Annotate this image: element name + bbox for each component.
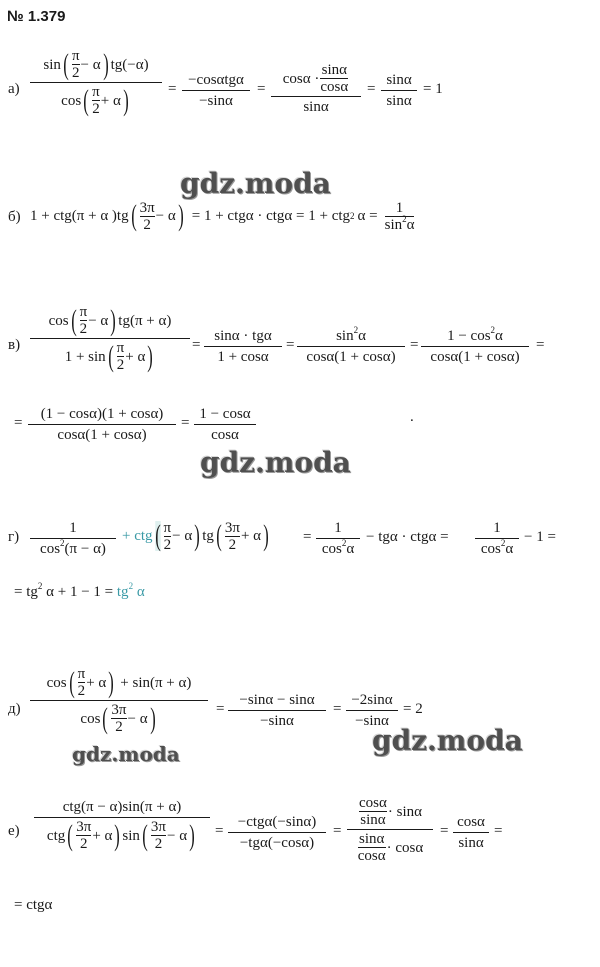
d-n1-b: + sin(π + α) bbox=[120, 674, 192, 691]
fraction-g2 bbox=[316, 519, 360, 558]
v-dot: . bbox=[410, 409, 414, 425]
g-f1-sup: 2 bbox=[60, 538, 65, 548]
fraction-v2 bbox=[204, 327, 282, 366]
v-eq2: = bbox=[286, 337, 295, 353]
v-f5-num: (1 − cosα)(1 + cosα) bbox=[40, 406, 164, 422]
d-f3-num: −2sinα bbox=[351, 692, 393, 708]
g-pn: π bbox=[163, 519, 172, 536]
v-n1-den: 2 bbox=[79, 321, 88, 337]
g-f3-den: cos bbox=[480, 541, 501, 557]
watermark-1: gdz.moda bbox=[180, 167, 331, 200]
v-f6-den: cosα bbox=[211, 427, 239, 443]
g-f1-den-b: (π − α) bbox=[64, 541, 106, 557]
e-d1-num: 3π bbox=[76, 819, 92, 835]
g-l2-c: tg bbox=[116, 584, 129, 600]
a-d1-den: 2 bbox=[92, 101, 100, 117]
g-tg: tg bbox=[202, 528, 214, 544]
g-f1-num: 1 bbox=[69, 520, 77, 536]
v-d1-den: 2 bbox=[116, 357, 125, 373]
a-f4-den: sinα bbox=[386, 93, 412, 109]
a-d1-func: cos bbox=[61, 92, 82, 109]
g-f1-den: cos bbox=[40, 541, 61, 557]
a-d1-tail: + α bbox=[100, 92, 121, 109]
g-line2 bbox=[14, 583, 145, 601]
v-f4-num: 1 − cos bbox=[447, 328, 491, 344]
fraction-a2 bbox=[182, 71, 250, 110]
v-f3-num: sin bbox=[336, 328, 354, 344]
v-eq3: = bbox=[410, 337, 419, 353]
g-pd: 2 bbox=[163, 536, 172, 553]
d-n1-tail: + α bbox=[86, 674, 107, 691]
b-start: 1 + ctg(π + α )tg bbox=[30, 208, 129, 224]
v-n1-tg: tg(π + α) bbox=[118, 312, 172, 329]
a-eq1: = bbox=[168, 81, 177, 97]
label-d: д) bbox=[8, 701, 21, 717]
v-f4-num-b: α bbox=[495, 328, 503, 344]
g-end: − 1 = bbox=[524, 529, 556, 545]
a-f3-sd: cosα bbox=[320, 79, 349, 95]
e-f3n-t: · sinα bbox=[387, 803, 422, 820]
e-d1-b: sin bbox=[122, 827, 140, 844]
v-f3-den: cosα(1 + cosα) bbox=[306, 349, 396, 365]
b-line: 1 + ctg(π + α )tg ( 3π 2 − α ) = 1 + ctgα · ctgα = 1 + ctg 2 α = 1 $\sin^2\alpha$ bbox=[30, 199, 415, 233]
label-g: г) bbox=[8, 529, 20, 545]
label-v: в) bbox=[8, 337, 21, 353]
e-line2: = ctgα bbox=[14, 897, 53, 913]
g-eq1: = bbox=[303, 529, 312, 545]
fraction-a4 bbox=[381, 71, 417, 110]
watermark-2: gdz.moda bbox=[200, 446, 351, 479]
d-f2-den: −sinα bbox=[260, 713, 294, 729]
fraction-g3 bbox=[475, 519, 519, 558]
e-eq1: = bbox=[215, 823, 224, 839]
a-f4-num: sinα bbox=[386, 72, 412, 88]
v-f5-den: cosα(1 + cosα) bbox=[57, 427, 147, 443]
g-qn: 3π bbox=[224, 519, 240, 536]
a-eq3: = bbox=[367, 81, 376, 97]
g-qd: 2 bbox=[228, 536, 237, 553]
fraction-e1: ctg(π − α)sin(π + α) ctg ( 3π 2 + α ) sin ( 3π 2 − α ) bbox=[34, 798, 210, 852]
fraction-e3 bbox=[347, 795, 433, 864]
e-f3d-d: cosα bbox=[357, 848, 386, 864]
e-d1-tail2: − α bbox=[167, 827, 188, 844]
e-n1: ctg(π − α)sin(π + α) bbox=[62, 799, 182, 815]
b-ftail: − α bbox=[155, 208, 176, 224]
g-l2: = tg bbox=[14, 584, 38, 600]
v-eq5: = bbox=[181, 415, 190, 431]
a-end: = 1 bbox=[423, 81, 443, 97]
d-d1-num: 3π bbox=[111, 702, 127, 718]
d-eq1: = bbox=[216, 701, 225, 717]
e-f2-den: −tgα(−cosα) bbox=[239, 835, 315, 851]
g-middle: + ctg ( π 2 − α ) tg ( 3π 2 + α ) bbox=[122, 519, 269, 553]
watermark-3: gdz.moda bbox=[72, 742, 180, 766]
e-f4-den: sinα bbox=[458, 835, 484, 851]
e-d1-func: ctg bbox=[46, 827, 66, 844]
fraction-v5 bbox=[28, 405, 176, 444]
v-d1-num: π bbox=[116, 340, 125, 356]
a-d1-num: π bbox=[92, 84, 100, 100]
problem-number: № 1.379 bbox=[7, 8, 66, 25]
v-f4-sup: 2 bbox=[490, 325, 496, 335]
e-f3d-t: · cosα bbox=[386, 839, 424, 856]
label-e: е) bbox=[8, 823, 20, 839]
fraction-v3 bbox=[297, 327, 405, 366]
d-d1-func: cos bbox=[80, 710, 101, 727]
v-d1-tail: + α bbox=[125, 348, 146, 365]
fraction-d2 bbox=[228, 691, 326, 730]
watermark-4: gdz.moda bbox=[372, 724, 523, 757]
d-f2-num: −sinα − sinα bbox=[239, 692, 315, 708]
fraction-a3 bbox=[271, 62, 361, 116]
g-f2-den-b: α bbox=[346, 541, 355, 557]
v-f3-num-b: α bbox=[358, 328, 366, 344]
d-n1-num: π bbox=[77, 666, 86, 682]
b-fd: 2 bbox=[143, 216, 151, 233]
a-f3-sn: sinα bbox=[321, 62, 347, 78]
v-f2-num: sinα · tgα bbox=[214, 328, 272, 344]
fraction-e2 bbox=[228, 813, 326, 852]
fraction-v6 bbox=[194, 405, 256, 444]
a-f3-den: sinα bbox=[303, 99, 329, 115]
e-d1-tail: + α bbox=[92, 827, 113, 844]
e-f2-num: −ctgα(−sinα) bbox=[237, 814, 317, 830]
fraction-a1: sin ( π 2 − α ) tg(−α) cos ( π 2 + α ) bbox=[30, 48, 162, 117]
g-ptail: − α bbox=[172, 528, 193, 544]
label-b: б) bbox=[8, 209, 21, 225]
b-mid: = 1 + ctgα · ctgα = 1 + ctg bbox=[191, 208, 351, 224]
g-mid: − tgα · ctgα = bbox=[366, 529, 449, 545]
v-d1-func: 1 + sin bbox=[64, 348, 106, 365]
b-rd: sin bbox=[384, 216, 403, 233]
v-n1-tail: − α bbox=[88, 312, 109, 329]
a-f2-num: −cosαtgα bbox=[188, 72, 244, 88]
b-rd-sup: 2 bbox=[402, 213, 407, 224]
v-f3-sup: 2 bbox=[353, 325, 359, 335]
d-f3-den: −sinα bbox=[355, 713, 389, 729]
b-rn: 1 bbox=[395, 199, 404, 216]
v-f4-den: cosα(1 + cosα) bbox=[430, 349, 520, 365]
v-eq4: = bbox=[536, 337, 545, 353]
d-d1-tail: − α bbox=[127, 710, 148, 727]
label-a: а) bbox=[8, 81, 20, 97]
d-end: = 2 bbox=[403, 701, 423, 717]
a-f2-den: −sinα bbox=[199, 93, 233, 109]
fraction-e4 bbox=[453, 813, 489, 852]
g-l2-d: α bbox=[136, 584, 145, 600]
a-n1-num: π bbox=[71, 48, 80, 64]
e-eq3: = bbox=[440, 823, 449, 839]
fraction-v1: cos ( π 2 − α ) tg(π + α) 1 + sin ( π 2 + α ) bbox=[30, 304, 190, 373]
v-n1-num: π bbox=[79, 304, 88, 320]
e-d1-num2: 3π bbox=[150, 819, 166, 835]
fraction-g1 bbox=[30, 519, 116, 558]
e-f4-num: cosα bbox=[457, 814, 485, 830]
g-l2-sup: 2 bbox=[37, 581, 43, 591]
g-plus-ctg: + ctg bbox=[122, 528, 153, 544]
a-f3-num-a: cosα · bbox=[282, 70, 320, 87]
e-f3n-n: cosα bbox=[359, 795, 387, 811]
a-eq2: = bbox=[257, 81, 266, 97]
e-f3n-d: sinα bbox=[360, 812, 386, 828]
d-n1-func: cos bbox=[46, 674, 67, 691]
g-f3-den-b: α bbox=[505, 541, 514, 557]
a-n1-tail: − α bbox=[80, 56, 101, 73]
g-l2-sup2: 2 bbox=[128, 581, 134, 591]
e-f3d-n: sinα bbox=[359, 831, 385, 847]
e-d1-den: 2 bbox=[80, 836, 88, 852]
b-rd2: α bbox=[406, 216, 415, 233]
a-n1-tg: tg(−α) bbox=[110, 56, 149, 73]
fraction-v4 bbox=[421, 327, 529, 366]
g-f3-num: 1 bbox=[493, 520, 501, 536]
d-n1-den: 2 bbox=[77, 683, 86, 699]
fraction-d1: cos ( π 2 + α ) + sin(π + α) cos ( 3π 2 − α ) bbox=[30, 666, 208, 735]
v-f2-den: 1 + cosα bbox=[217, 349, 269, 365]
g-f2-num: 1 bbox=[334, 520, 342, 536]
g-l2-b: α + 1 − 1 = bbox=[46, 584, 117, 600]
v-line2-start: = bbox=[14, 415, 23, 431]
v-eq1: = bbox=[192, 337, 201, 353]
v-n1-func: cos bbox=[48, 312, 69, 329]
v-f6-num: 1 − cosα bbox=[199, 406, 251, 422]
a-n1-den: 2 bbox=[71, 65, 80, 81]
b-fn: 3π bbox=[139, 199, 155, 216]
g-f3-sup: 2 bbox=[500, 538, 506, 548]
b-mid2: α = bbox=[357, 208, 378, 224]
g-f2-sup: 2 bbox=[341, 538, 347, 548]
g-f2-den: cos bbox=[321, 541, 342, 557]
e-end: = bbox=[494, 823, 503, 839]
d-d1-den: 2 bbox=[115, 719, 123, 735]
d-eq2: = bbox=[333, 701, 342, 717]
g-qtail: + α bbox=[240, 528, 262, 544]
e-d1-den2: 2 bbox=[154, 836, 163, 852]
a-n1-func: sin bbox=[43, 56, 61, 73]
e-eq2: = bbox=[333, 823, 342, 839]
